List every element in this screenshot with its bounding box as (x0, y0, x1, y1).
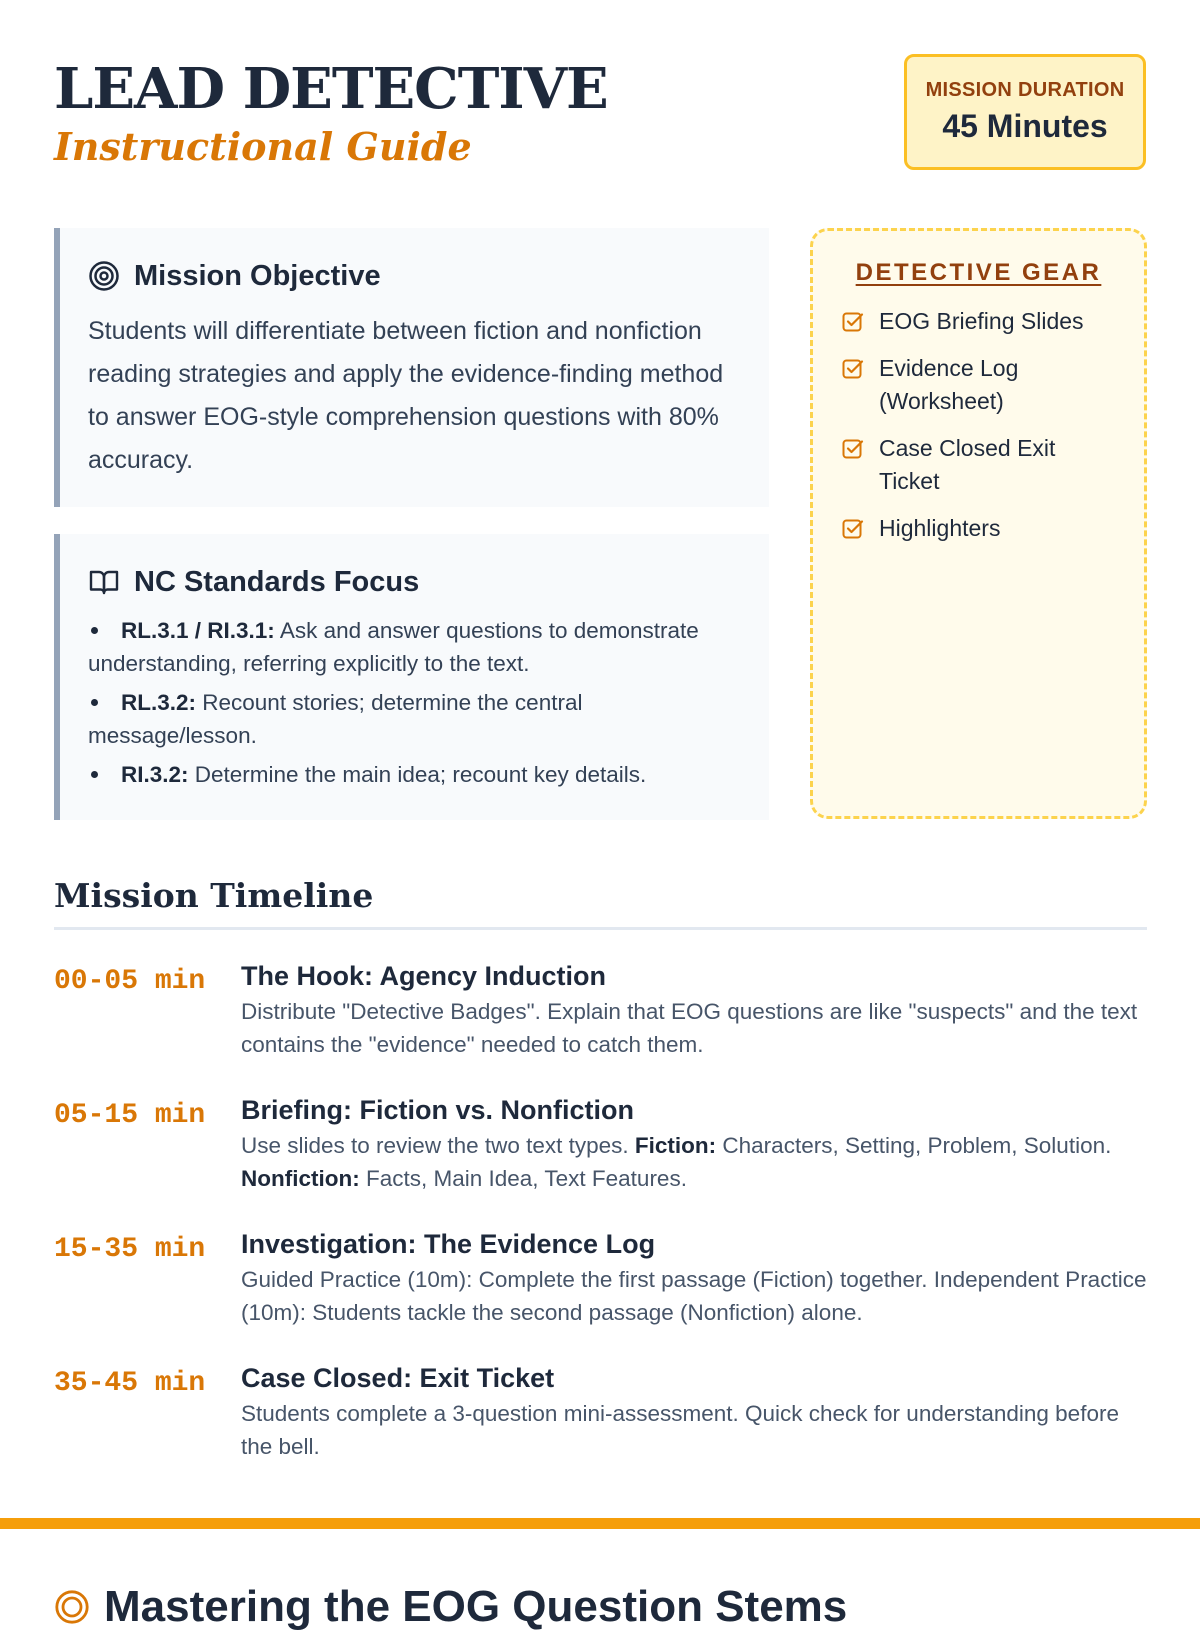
timeline-body (241, 1092, 1148, 1226)
target-icon (54, 1589, 90, 1625)
timeline-title: Investigation: The Evidence Log (241, 1229, 656, 1259)
duration-value: 45 Minutes (942, 108, 1108, 144)
page-title: LEAD DETECTIVE (54, 56, 608, 122)
objective-text: Students will differentiate between fiction and nonfiction reading strategies and apply the evidence-finding method to answer EOG-style comprehension questions with 80% accuracy. (88, 317, 724, 474)
desc-part-bold: Fiction: (634, 1133, 717, 1158)
desc-part: Characters, Setting, Problem, Solution. (716, 1133, 1112, 1158)
gear-item-label: Case Closed Exit Ticket (879, 435, 1056, 494)
gear-item (841, 305, 1116, 338)
timeline-row (54, 1360, 1148, 1494)
gear-item (841, 432, 1116, 498)
checkbox-checked-icon (841, 437, 865, 461)
gear-heading: DETECTIVE GEAR (855, 259, 1102, 286)
standards-heading (88, 564, 741, 600)
standard-item (88, 758, 741, 791)
timeline-time: 15-35 min (54, 1234, 206, 1265)
desc-part: Use slides to review the two text types. (241, 1133, 635, 1158)
objective-heading-text: Mission Objective (134, 259, 381, 292)
duration-label: MISSION DURATION (925, 79, 1125, 101)
timeline-time: 35-45 min (54, 1368, 206, 1399)
timeline-row (54, 1226, 1148, 1360)
desc-part-bold: Nonfiction: (241, 1166, 360, 1191)
checkbox-checked-icon (841, 310, 865, 334)
standards-list (88, 614, 741, 791)
standards-heading-text: NC Standards Focus (134, 565, 420, 598)
gear-list (841, 305, 1116, 545)
mission-objective-card (54, 228, 769, 507)
gear-item (841, 352, 1116, 418)
timeline-body (241, 958, 1148, 1092)
checkbox-checked-icon (841, 517, 865, 541)
timeline-desc: Guided Practice (10m): Complete the first passage (Fiction) together. Independent Practice (10m): Students tackle the second passage (Nonfiction) alone. (241, 1267, 1147, 1325)
timeline-desc: Students complete a 3-question mini-assessment. Quick check for understanding before the bell. (241, 1401, 1119, 1459)
standard-text: Determine the main idea; recount key details. (188, 762, 647, 787)
standard-text: Ask and answer questions to demonstrate understanding, referring explicitly to the text. (88, 618, 699, 676)
gear-item-label: EOG Briefing Slides (879, 308, 1084, 334)
timeline-heading: Mission Timeline (54, 876, 374, 915)
objective-heading (88, 258, 741, 294)
timeline-body (241, 1226, 1148, 1360)
section-divider-bar (0, 1518, 1200, 1529)
standard-code: RL.3.2: (121, 690, 197, 715)
gear-item-label: Evidence Log (Worksheet) (879, 355, 1019, 414)
standard-item (88, 614, 741, 680)
gear-item-label: Highlighters (879, 515, 1001, 541)
timeline-row (54, 958, 1148, 1092)
timeline-divider (54, 927, 1147, 930)
timeline-title: Case Closed: Exit Ticket (241, 1363, 555, 1393)
desc-part: Facts, Main Idea, Text Features. (359, 1166, 687, 1191)
book-open-icon (88, 566, 120, 598)
standard-item (88, 686, 741, 752)
standards-card (54, 534, 769, 820)
page-subtitle: Instructional Guide (54, 124, 472, 169)
timeline-desc (241, 1129, 1148, 1195)
standard-text: Recount stories; determine the central message/lesson. (88, 690, 583, 748)
checkbox-checked-icon (841, 357, 865, 381)
mission-duration-badge (904, 54, 1146, 170)
timeline-title: Briefing: Fiction vs. Nonfiction (241, 1095, 634, 1125)
timeline-list (54, 958, 1148, 1494)
next-section-heading-text: Mastering the EOG Question Stems (104, 1582, 848, 1631)
timeline-desc: Distribute "Detective Badges". Explain that EOG questions are like "suspects" and the text contains the "evidence" needed to catch them. (241, 999, 1138, 1057)
timeline-body (241, 1360, 1148, 1494)
detective-gear-panel (810, 228, 1147, 819)
timeline-time: 05-15 min (54, 1100, 206, 1131)
timeline-row (54, 1092, 1148, 1226)
gear-item (841, 512, 1116, 545)
next-section-heading (54, 1582, 847, 1632)
target-icon (88, 260, 120, 292)
timeline-title: The Hook: Agency Induction (241, 961, 607, 991)
standard-code: RL.3.1 / RI.3.1: (121, 618, 275, 643)
standard-code: RI.3.2: (121, 762, 189, 787)
timeline-time: 00-05 min (54, 966, 206, 997)
